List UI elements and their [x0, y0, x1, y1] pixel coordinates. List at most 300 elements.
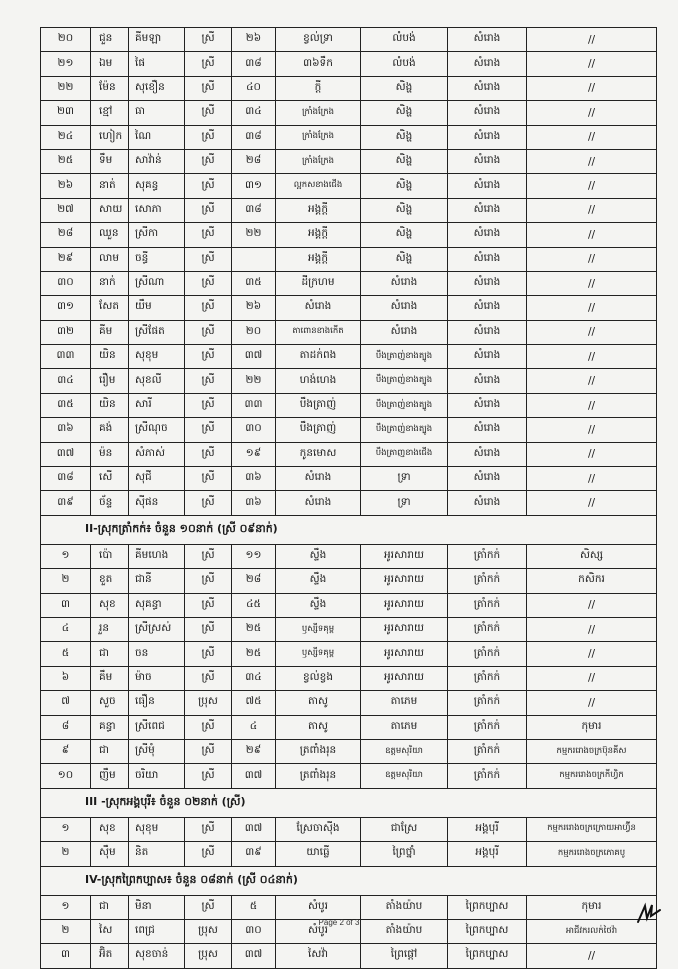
sex-cell: ស្រី: [185, 101, 232, 125]
village-cell: ឫស្សីទគុម្ព: [276, 617, 361, 641]
row-number-cell: ៣: [41, 593, 91, 617]
occupation-cell: //: [527, 369, 657, 393]
table-row: [41, 418, 657, 442]
occupation-cell: //: [527, 101, 657, 125]
section-title: IV-ស្រុកព្រៃកប្បាស៖ ចំនួន ០៨នាក់ (ស្រី ០៤នាក់): [41, 866, 657, 895]
row-number-cell: ២២: [41, 76, 91, 100]
village-cell: អង្គក្តី: [276, 198, 361, 222]
sex-cell: ស្រី: [185, 467, 232, 491]
table-row: [41, 101, 657, 125]
sex-cell: ស្រី: [185, 271, 232, 295]
given-name-cell: សុគន្ធា: [129, 593, 185, 617]
table-row: [41, 593, 657, 617]
commune-cell: សំរោង: [361, 296, 448, 320]
village-cell: តាសូ: [276, 715, 361, 739]
section-title: III -ស្រុកអង្គបុរី៖ ចំនួន ០២នាក់ (ស្រី): [41, 788, 657, 817]
age-cell: ៣៨: [232, 198, 276, 222]
given-name-cell: ស្រីណា: [129, 271, 185, 295]
commune-cell: អូរសារាយ: [361, 569, 448, 593]
row-number-cell: ៣: [41, 944, 91, 968]
age-cell: ២៦: [232, 28, 276, 52]
given-name-cell: ជានី: [129, 569, 185, 593]
table-row: [41, 642, 657, 666]
row-number-cell: ៧: [41, 691, 91, 715]
row-number-cell: ៤: [41, 617, 91, 641]
occupation-cell: //: [527, 28, 657, 52]
section-title: II-ស្រុកត្រាំកក់៖ ចំនួន ១០នាក់ (ស្រី ០៩នាក់): [41, 515, 657, 544]
village-cell: ស្ទឹង: [276, 544, 361, 568]
surname-cell: ទឹម: [91, 149, 129, 173]
age-cell: ៥: [232, 895, 276, 919]
table-row: [41, 467, 657, 491]
given-name-cell: សុជី: [129, 467, 185, 491]
age-cell: ៣៦: [232, 467, 276, 491]
district-cell: ត្រាំកក់: [448, 593, 527, 617]
table-row: [41, 174, 657, 198]
given-name-cell: ធឿន: [129, 691, 185, 715]
section-header: [41, 788, 657, 817]
given-name-cell: និត: [129, 842, 185, 866]
age-cell: ៣៣: [232, 393, 276, 417]
surname-cell: លាម: [91, 247, 129, 271]
table-row: [41, 369, 657, 393]
occupation-cell: កម្មកររោងចក្រប៊ុនគីស: [527, 739, 657, 763]
given-name-cell: គីមហេង: [129, 544, 185, 568]
village-cell: សំរោង: [276, 296, 361, 320]
district-cell: សំរោង: [448, 369, 527, 393]
given-name-cell: គីមឡា: [129, 28, 185, 52]
occupation-cell: //: [527, 174, 657, 198]
age-cell: [232, 247, 276, 271]
occupation-cell: //: [527, 271, 657, 295]
commune-cell: សិង្ហ: [361, 125, 448, 149]
occupation-cell: កម្មកររោងចក្រកីហ្វិក: [527, 764, 657, 788]
district-cell: សំរោង: [448, 198, 527, 222]
given-name-cell: ផៃ: [129, 52, 185, 76]
document-sheet: [40, 27, 656, 969]
age-cell: ៣៧: [232, 944, 276, 968]
district-cell: សំរោង: [448, 467, 527, 491]
surname-cell: សុខ: [91, 593, 129, 617]
surname-cell: ខ្មៅ: [91, 101, 129, 125]
surname-cell: ជួន: [91, 28, 129, 52]
occupation-cell: កសិករ: [527, 569, 657, 593]
row-number-cell: ២: [41, 842, 91, 866]
commune-cell: អូរសារាយ: [361, 666, 448, 690]
commune-cell: តាភេម: [361, 715, 448, 739]
surname-cell: ម៉ន: [91, 442, 129, 466]
village-cell: ខ្វល់ទ្រា: [276, 28, 361, 52]
row-number-cell: ២: [41, 569, 91, 593]
age-cell: ២៨: [232, 149, 276, 173]
table-row: [41, 544, 657, 568]
surname-cell: ច័ន្ទ: [91, 491, 129, 515]
district-cell: ត្រាំកក់: [448, 666, 527, 690]
surname-cell: សួច: [91, 691, 129, 715]
village-cell: ឫស្សីទគុម្ព: [276, 642, 361, 666]
row-number-cell: ៨: [41, 715, 91, 739]
village-cell: ត្រពាំងរុន: [276, 764, 361, 788]
row-number-cell: ៦: [41, 666, 91, 690]
commune-cell: សិង្ហ: [361, 223, 448, 247]
village-cell: ស្ទឹង: [276, 569, 361, 593]
age-cell: ៣០: [232, 919, 276, 943]
age-cell: ៣៦: [232, 491, 276, 515]
given-name-cell: សោភា: [129, 198, 185, 222]
age-cell: ៣៤: [232, 666, 276, 690]
village-cell: សំបូរ: [276, 895, 361, 919]
given-name-cell: ចន: [129, 642, 185, 666]
sex-cell: ស្រី: [185, 569, 232, 593]
row-number-cell: ៣៧: [41, 442, 91, 466]
district-cell: សំរោង: [448, 393, 527, 417]
district-cell: សំរោង: [448, 101, 527, 125]
age-cell: ៣៧: [232, 764, 276, 788]
sex-cell: ស្រី: [185, 593, 232, 617]
age-cell: ២៥: [232, 642, 276, 666]
given-name-cell: ស្រីណុច: [129, 418, 185, 442]
table-row: [41, 569, 657, 593]
given-name-cell: សាវ៉ាន់: [129, 149, 185, 173]
surname-cell: រឿម: [91, 369, 129, 393]
district-cell: សំរោង: [448, 296, 527, 320]
surname-cell: គឹម: [91, 666, 129, 690]
commune-cell: បឹងត្រាញ់ខាងត្បូង: [361, 393, 448, 417]
occupation-cell: កុមារ: [527, 895, 657, 919]
village-cell: សំរោង: [276, 467, 361, 491]
district-cell: សំរោង: [448, 345, 527, 369]
occupation-cell: //: [527, 247, 657, 271]
table-row: [41, 895, 657, 919]
surname-cell: សើ: [91, 467, 129, 491]
commune-cell: តាំងយ៉ាប: [361, 919, 448, 943]
surname-cell: នាត់: [91, 174, 129, 198]
occupation-cell: //: [527, 198, 657, 222]
district-cell: សំរោង: [448, 271, 527, 295]
given-name-cell: សុខលី: [129, 369, 185, 393]
village-cell: ដីក្រហម: [276, 271, 361, 295]
commune-cell: ឧត្តមសុរិយា: [361, 764, 448, 788]
row-number-cell: ១: [41, 817, 91, 841]
occupation-cell: //: [527, 467, 657, 491]
age-cell: ២៩: [232, 739, 276, 763]
district-cell: ព្រៃកប្បាស: [448, 944, 527, 968]
given-name-cell: ស្រីពេជ: [129, 715, 185, 739]
district-cell: សំរោង: [448, 442, 527, 466]
district-cell: ព្រៃកប្បាស: [448, 919, 527, 943]
section-header: [41, 515, 657, 544]
row-number-cell: ២១: [41, 52, 91, 76]
occupation-cell: កម្មកររោងចក្រក្រោយអាហ្វ៊ីន: [527, 817, 657, 841]
table-row: [41, 271, 657, 295]
district-cell: ត្រាំកក់: [448, 764, 527, 788]
commune-cell: បឹងត្រាញ់ខាងត្បូង: [361, 369, 448, 393]
case-list-table: [40, 27, 657, 969]
age-cell: ១៩: [232, 442, 276, 466]
row-number-cell: ២៤: [41, 125, 91, 149]
occupation-cell: //: [527, 320, 657, 344]
age-cell: ៤០: [232, 76, 276, 100]
age-cell: ២០: [232, 320, 276, 344]
surname-cell: ឯម: [91, 52, 129, 76]
table-row: [41, 666, 657, 690]
given-name-cell: យឹម: [129, 296, 185, 320]
row-number-cell: ១: [41, 544, 91, 568]
village-cell: តាសូ: [276, 691, 361, 715]
village-cell: ក្រាំងក្រែង: [276, 149, 361, 173]
village-cell: ត្រពាំងរុន: [276, 739, 361, 763]
occupation-cell: //: [527, 944, 657, 968]
table-row: [41, 223, 657, 247]
village-cell: ក្រាំងក្រែង: [276, 101, 361, 125]
commune-cell: សំរោង: [361, 271, 448, 295]
given-name-cell: ស៊ីផន: [129, 491, 185, 515]
commune-cell: សិង្ហ: [361, 198, 448, 222]
table-row: [41, 393, 657, 417]
sex-cell: ស្រី: [185, 842, 232, 866]
row-number-cell: ៥: [41, 642, 91, 666]
surname-cell: រួន: [91, 617, 129, 641]
district-cell: សំរោង: [448, 52, 527, 76]
table-row: [41, 345, 657, 369]
table-row: [41, 149, 657, 173]
village-cell: ៣៦ទឹក: [276, 52, 361, 76]
given-name-cell: ស្រីផែត: [129, 320, 185, 344]
village-cell: កូនមោស: [276, 442, 361, 466]
district-cell: សំរោង: [448, 125, 527, 149]
surname-cell: ហៀក: [91, 125, 129, 149]
row-number-cell: ៣១: [41, 296, 91, 320]
village-cell: តាដក់ពង: [276, 345, 361, 369]
district-cell: ត្រាំកក់: [448, 739, 527, 763]
given-name-cell: ស្រីកា: [129, 223, 185, 247]
district-cell: ត្រាំកក់: [448, 715, 527, 739]
village-cell: សំបូរ: [276, 919, 361, 943]
commune-cell: ព្រៃផ្តៅ: [361, 944, 448, 968]
row-number-cell: ២: [41, 919, 91, 943]
commune-cell: សំរោង: [361, 320, 448, 344]
village-cell: ស្រែចាស៊ីង: [276, 817, 361, 841]
commune-cell: តាំងយ៉ាប: [361, 895, 448, 919]
row-number-cell: ១: [41, 895, 91, 919]
surname-cell: ខួត: [91, 569, 129, 593]
district-cell: សំរោង: [448, 223, 527, 247]
occupation-cell: //: [527, 666, 657, 690]
commune-cell: ជាស្រែ: [361, 817, 448, 841]
sex-cell: ស្រី: [185, 28, 232, 52]
given-name-cell: ចន្ធី: [129, 247, 185, 271]
age-cell: ៣៩: [232, 842, 276, 866]
row-number-cell: ២០: [41, 28, 91, 52]
occupation-cell: //: [527, 642, 657, 666]
age-cell: ៧៥: [232, 691, 276, 715]
given-name-cell: សុខុម: [129, 345, 185, 369]
commune-cell: លំបង់: [361, 52, 448, 76]
village-cell: អង្គក្តី: [276, 247, 361, 271]
village-cell: ក្តី: [276, 76, 361, 100]
commune-cell: សិង្ហ: [361, 101, 448, 125]
row-number-cell: ២៨: [41, 223, 91, 247]
sex-cell: ស្រី: [185, 666, 232, 690]
village-cell: ល្អកសខាងជើង: [276, 174, 361, 198]
occupation-cell: //: [527, 76, 657, 100]
village-cell: បឹងត្រាញ់: [276, 393, 361, 417]
surname-cell: ប៉ោ: [91, 544, 129, 568]
table-row: [41, 764, 657, 788]
sex-cell: ស្រី: [185, 52, 232, 76]
row-number-cell: ៩: [41, 739, 91, 763]
occupation-cell: កម្មកររោងចក្រភោគបូ: [527, 842, 657, 866]
commune-cell: ព្រៃថ្នាំ: [361, 842, 448, 866]
age-cell: ២៥: [232, 617, 276, 641]
sex-cell: ស្រី: [185, 642, 232, 666]
age-cell: ៣០: [232, 418, 276, 442]
sex-cell: ស្រី: [185, 544, 232, 568]
occupation-cell: //: [527, 691, 657, 715]
table-row: [41, 491, 657, 515]
occupation-cell: //: [527, 593, 657, 617]
sex-cell: ស្រី: [185, 296, 232, 320]
given-name-cell: សុខុម: [129, 817, 185, 841]
district-cell: សំរោង: [448, 418, 527, 442]
village-cell: បឹងត្រាញ់: [276, 418, 361, 442]
surname-cell: គង់: [91, 418, 129, 442]
row-number-cell: ៣៤: [41, 369, 91, 393]
village-cell: សំរោង: [276, 491, 361, 515]
village-cell: យាធ្លើ: [276, 842, 361, 866]
commune-cell: ទ្រា: [361, 491, 448, 515]
commune-cell: បឹងត្រាញ់ខាងត្បូង: [361, 345, 448, 369]
table-row: [41, 715, 657, 739]
given-name-cell: ធា: [129, 101, 185, 125]
district-cell: សំរោង: [448, 174, 527, 198]
sex-cell: ស្រី: [185, 247, 232, 271]
given-name-cell: ពេជ្រ: [129, 919, 185, 943]
surname-cell: ស៊ឹម: [91, 842, 129, 866]
table-row: [41, 842, 657, 866]
occupation-cell: //: [527, 393, 657, 417]
sex-cell: ស្រី: [185, 739, 232, 763]
commune-cell: បឹងត្រាញ់ខាងត្បូង: [361, 418, 448, 442]
commune-cell: អូរសារាយ: [361, 642, 448, 666]
row-number-cell: ២៧: [41, 198, 91, 222]
occupation-cell: //: [527, 418, 657, 442]
commune-cell: ទ្រា: [361, 467, 448, 491]
age-cell: ៤៥: [232, 593, 276, 617]
occupation-cell: //: [527, 617, 657, 641]
occupation-cell: //: [527, 491, 657, 515]
age-cell: ៣៨: [232, 52, 276, 76]
row-number-cell: ២៥: [41, 149, 91, 173]
section-header: [41, 866, 657, 895]
village-cell: ក្រាំងក្រែង: [276, 125, 361, 149]
sex-cell: ស្រី: [185, 369, 232, 393]
commune-cell: អូរសារាយ: [361, 544, 448, 568]
given-name-cell: សំភាស់: [129, 442, 185, 466]
district-cell: អង្គបុរី: [448, 817, 527, 841]
table-row: [41, 320, 657, 344]
surname-cell: ឈួន: [91, 223, 129, 247]
occupation-cell: អាជីវករលក់ថៃវ៉ា: [527, 919, 657, 943]
district-cell: សំរោង: [448, 149, 527, 173]
row-number-cell: ៣៩: [41, 491, 91, 515]
village-cell: តាពោនខាងកើត: [276, 320, 361, 344]
village-cell: ហង់ហេង: [276, 369, 361, 393]
given-name-cell: ម៉ាច: [129, 666, 185, 690]
sex-cell: ស្រី: [185, 198, 232, 222]
age-cell: ៣៤: [232, 101, 276, 125]
commune-cell: អូរសារាយ: [361, 617, 448, 641]
age-cell: ២២: [232, 223, 276, 247]
row-number-cell: ២៩: [41, 247, 91, 271]
sex-cell: ស្រី: [185, 418, 232, 442]
commune-cell: ឧត្តមសុរិយា: [361, 739, 448, 763]
district-cell: សំរោង: [448, 28, 527, 52]
surname-cell: អ៊ិត: [91, 944, 129, 968]
table-row: [41, 52, 657, 76]
given-name-cell: សុគន្ធ: [129, 174, 185, 198]
sex-cell: ស្រី: [185, 345, 232, 369]
given-name-cell: ណៃ: [129, 125, 185, 149]
table-row: [41, 198, 657, 222]
age-cell: ១១: [232, 544, 276, 568]
village-cell: ខ្វល់ខ្វង: [276, 666, 361, 690]
given-name-cell: ស្រីស្រស់: [129, 617, 185, 641]
surname-cell: សែត: [91, 296, 129, 320]
page-number: Page 2 of 3: [318, 918, 360, 927]
age-cell: ៤: [232, 715, 276, 739]
district-cell: សំរោង: [448, 491, 527, 515]
commune-cell: សិង្ហ: [361, 149, 448, 173]
sex-cell: ស្រី: [185, 817, 232, 841]
sex-cell: ស្រី: [185, 76, 232, 100]
commune-cell: អូរសារាយ: [361, 593, 448, 617]
table-row: [41, 125, 657, 149]
table-row: [41, 76, 657, 100]
surname-cell: ញឹម: [91, 764, 129, 788]
sex-cell: ស្រី: [185, 764, 232, 788]
commune-cell: បឹងត្រាញខាងជើង: [361, 442, 448, 466]
sex-cell: ប្រុស: [185, 691, 232, 715]
row-number-cell: ៣៦: [41, 418, 91, 442]
surname-cell: យិន: [91, 393, 129, 417]
district-cell: សំរោង: [448, 320, 527, 344]
table-row: [41, 296, 657, 320]
sex-cell: ស្រី: [185, 393, 232, 417]
row-number-cell: ៣៥: [41, 393, 91, 417]
age-cell: ៣៨: [232, 125, 276, 149]
sex-cell: ស្រី: [185, 442, 232, 466]
surname-cell: នាក់: [91, 271, 129, 295]
surname-cell: សៃ: [91, 919, 129, 943]
sex-cell: ស្រី: [185, 617, 232, 641]
occupation-cell: //: [527, 345, 657, 369]
occupation-cell: //: [527, 125, 657, 149]
row-number-cell: ៣០: [41, 271, 91, 295]
surname-cell: ជា: [91, 739, 129, 763]
surname-cell: សាយ: [91, 198, 129, 222]
occupation-cell: //: [527, 442, 657, 466]
table-row: [41, 28, 657, 52]
district-cell: សំរោង: [448, 76, 527, 100]
table-row: [41, 691, 657, 715]
table-row: [41, 617, 657, 641]
row-number-cell: ៣៣: [41, 345, 91, 369]
table-row: [41, 739, 657, 763]
sex-cell: ស្រី: [185, 320, 232, 344]
commune-cell: សិង្ហ: [361, 76, 448, 100]
row-number-cell: ១០: [41, 764, 91, 788]
